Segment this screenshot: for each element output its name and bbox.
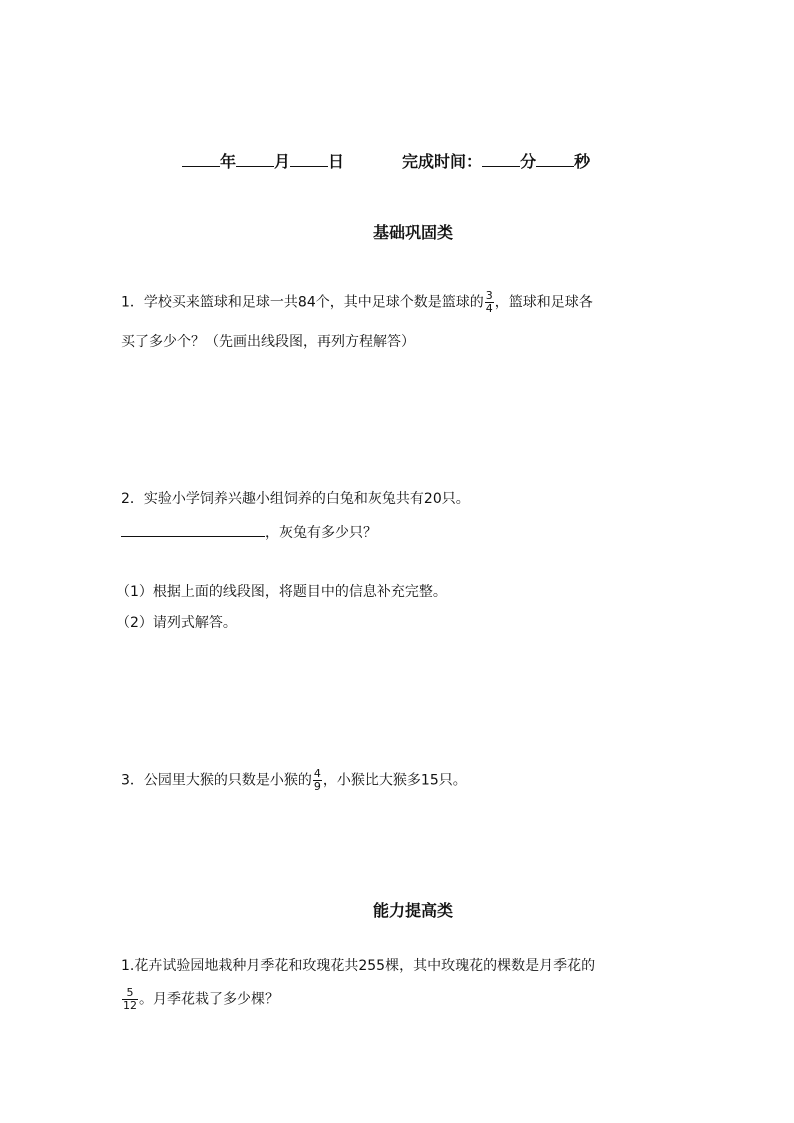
question-2-sub-2: （2）请列式解答。: [116, 615, 237, 631]
question-1-line-2: 买了多少个？（先画出线段图，再列方程解答）: [121, 334, 415, 350]
section-title-advanced: 能力提高类: [373, 901, 454, 920]
fraction-4-9: [313, 768, 322, 793]
fraction-denominator: 9: [313, 780, 321, 793]
fraction-numerator: 3: [485, 289, 493, 302]
advanced-question-1-suffix: 。月季花栽了多少棵？: [139, 991, 279, 1008]
question-2-fill-blank[interactable]: [121, 522, 265, 537]
minute-label: 分: [520, 152, 537, 171]
fraction-denominator: 12: [123, 999, 137, 1012]
question-2-sub-1: （1）根据上面的线段图，将题目中的信息补充完整。: [116, 584, 447, 600]
day-blank[interactable]: [290, 152, 328, 167]
advanced-question-1-line-2: [121, 987, 279, 1012]
question-3: [121, 768, 467, 793]
fraction-3-4: [485, 290, 494, 315]
fraction-numerator: 4: [313, 767, 321, 780]
month-blank[interactable]: [236, 152, 274, 167]
year-label: 年: [220, 152, 237, 171]
year-blank[interactable]: [182, 152, 220, 167]
second-blank[interactable]: [536, 152, 574, 167]
second-label: 秒: [574, 152, 591, 171]
question-3-prefix: 3．公园里大猴的只数是小猴的: [121, 772, 312, 789]
advanced-question-1-line-1: 1.花卉试验园地栽种月季花和玫瑰花共255棵，其中玫瑰花的棵数是月季花的: [121, 958, 596, 974]
question-1-suffix: ，篮球和足球各: [494, 294, 593, 311]
question-2-line-2-suffix: ，灰兔有多少只？: [265, 525, 377, 541]
question-3-suffix: ，小猴比大猴多15只。: [322, 772, 467, 789]
question-1-line-1: [121, 290, 593, 315]
date-time-header: [182, 149, 590, 172]
time-label: 完成时间：: [402, 152, 483, 171]
question-1-prefix: 1．学校买来篮球和足球一共84个，其中足球个数是篮球的: [121, 294, 484, 311]
fraction-numerator: 5: [126, 986, 134, 999]
minute-blank[interactable]: [482, 152, 520, 167]
day-label: 日: [328, 152, 345, 171]
fraction-5-12: [122, 987, 138, 1012]
fraction-denominator: 4: [485, 302, 493, 315]
section-title-basic: 基础巩固类: [373, 223, 454, 242]
month-label: 月: [274, 152, 291, 171]
question-2-line-2: [121, 522, 377, 542]
question-2-line-1: 2．实验小学饲养兴趣小组饲养的白兔和灰兔共有20只。: [121, 491, 470, 507]
